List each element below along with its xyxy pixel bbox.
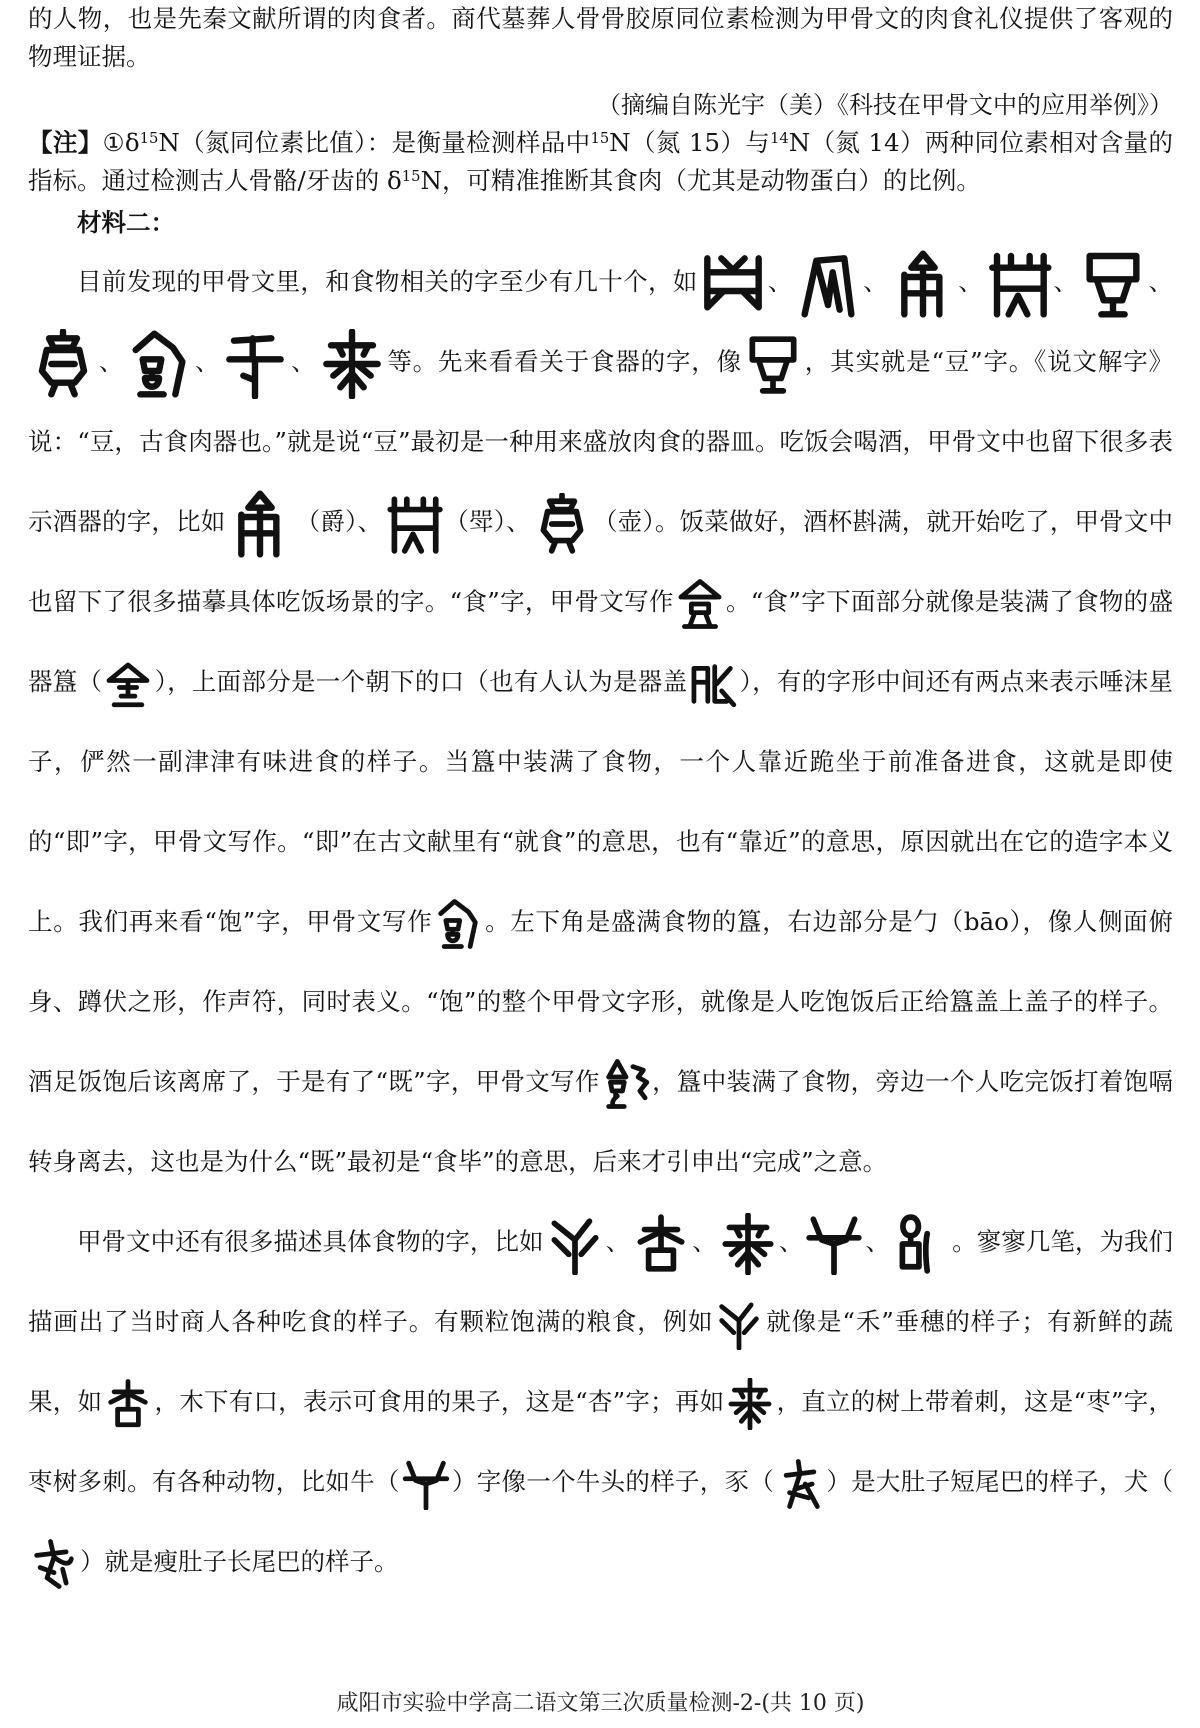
p2-text-f: ）字像一个牛头的样子，豕（ xyxy=(451,1467,775,1496)
p1-text-e: 。“食”字下面部分就像是装满了食物的盛器簋（ xyxy=(28,587,1173,696)
citation-source: （摘编自陈光宇（美）《科技在甲骨文中的应用举例》） xyxy=(597,91,1173,119)
article-body xyxy=(28,0,1173,1602)
zao-glyph-icon xyxy=(717,1213,779,1275)
p1-text-jue: （爵）、 xyxy=(295,507,383,536)
note-num: ① xyxy=(102,128,125,157)
ji-glyph-icon xyxy=(600,1057,652,1111)
he-glyph-icon xyxy=(713,1297,765,1351)
material-label: 材料二： xyxy=(77,208,175,237)
document-page xyxy=(28,0,1173,1728)
bao-glyph-icon xyxy=(124,328,194,400)
bao-glyph-icon xyxy=(432,897,484,951)
p2-text-d: ，木下有口，表示可食用的果子，这是“杏”字；再如 xyxy=(154,1387,725,1416)
xing-glyph-icon xyxy=(102,1377,154,1431)
quan-glyph-icon xyxy=(28,1537,80,1591)
p1-text-b: 等。先来看看关于食器的字，像 xyxy=(386,347,742,376)
note-text-4: N，可精准推断其食肉（尤其是动物蛋白）的比例。 xyxy=(420,166,981,195)
p1-text-hu: （壶）。 xyxy=(592,507,680,536)
jia-glyph-icon xyxy=(382,493,444,555)
note-tag: 【注】 xyxy=(28,128,103,157)
p2-text-h: ）就是瘦肚子长尾巴的样子。 xyxy=(80,1547,399,1576)
hu-glyph-icon xyxy=(531,493,593,555)
note-sup-15b: 15 xyxy=(590,129,610,147)
jue-glyph-icon xyxy=(225,488,295,560)
note-text-1: N（氮同位素比值）：是衡量检测样品中 xyxy=(158,128,591,157)
dou-glyph-icon xyxy=(742,333,804,395)
zao-glyph-icon xyxy=(317,328,387,400)
top-paragraph: 的人物，也是先秦文献所谓的肉食者。商代墓葬人骨骨胶原同位素检测为甲骨文的肉食礼仪提供了客观的物理证据。 xyxy=(28,4,1173,71)
lid-glyph-icon xyxy=(687,657,739,711)
li-glyph-icon xyxy=(793,248,863,320)
note-sup-15c: 15 xyxy=(401,167,421,185)
he-glyph-icon xyxy=(544,1213,606,1275)
p1-text-d: 饭菜做好，酒杯斟满，就开始吃了，甲骨文中也留下了很多描摹具体吃饭场景的字。“食”字，甲骨文写作 xyxy=(28,507,1174,616)
note-delta: δ xyxy=(124,128,140,157)
note-text-3: N（氮 14）两种同位素相对含量的指标。通过检测古人骨骼/牙齿的 δ xyxy=(28,128,1174,195)
note-paragraph xyxy=(28,124,1173,200)
page-footer: 咸阳市实验中学高二语文第三次质量检测-2-(共 10 页) xyxy=(336,1691,865,1716)
tian-glyph-icon xyxy=(890,1213,952,1275)
p2-text-g: ）是大肚子短尾巴的样子，犬（ xyxy=(826,1467,1173,1496)
jue-glyph-icon xyxy=(888,248,958,320)
dou-glyph-icon xyxy=(1078,248,1148,320)
p1-text-jia: （斝）、 xyxy=(444,507,531,536)
hu-glyph-icon xyxy=(28,328,98,400)
p1-text-a: 目前发现的甲骨文里，和食物相关的字至少有几十个，如 xyxy=(77,267,698,296)
p1-text-c: ，其实就是“豆”字。《说文解字》说：“豆，古食肉器也。”就是说“豆”最初是一种用来盛放肉食的器皿。吃饭会喝酒，甲骨文中也留下很多表示酒器的字，比如 xyxy=(28,347,1174,536)
shi-pig-glyph-icon xyxy=(774,1457,826,1511)
niu-glyph-icon xyxy=(400,1457,452,1511)
material-paragraph-2: 甲骨文中还有很多描述具体食物的字，比如 、 、 、 、 。寥寥几笔，为我们描画出了当时商人各种吃食的样子。有颗粒饱满的粮食，例如 就像是“禾”垂穗的样子；有新鲜的蔬果，如 ，木下有口，表示可食用的果子，这是“杏”字；再如 ，直立的树上带着刺，这是“枣”字，枣树多刺。有各种动物，比如牛（ ）字像一个牛头的样子，豕（ ）是大肚子短尾巴的样子，犬（ ）就是瘦肚子长尾巴的样子。 xyxy=(28,1202,1173,1602)
ding-glyph-icon xyxy=(698,248,768,320)
p1-text-f: ），上面部分是一个朝下的口（也有人认为是器盖 xyxy=(154,667,688,696)
p1-text-h: 。左下角是盛满食物的簋，右边部分是勹（bāo），像人侧面俯身、蹲伏之形，作声符，同时表义。“饱”的整个甲骨文字形，就像是人吃饱饭后正给簋盖上盖子的样子。酒足饭饱后该离席了，于是有了“既”字，甲骨文写作 xyxy=(28,907,1173,1096)
niu-glyph-icon xyxy=(803,1213,865,1275)
p1-text-g: ），有的字形中间还有两点来表示唾沫星子，俨然一副津津有味进食的样子。当簋中装满了食物，一个人靠近跪坐于前准备进食，这就是即使的“即”字，甲骨文写作。“即”在古文献里有“就食”的意思，也有“靠近”的意思，原因就出在它的造字本义上。我们再来看“饱”字，甲骨文写作 xyxy=(28,667,1174,936)
zao-glyph-icon xyxy=(724,1377,776,1431)
p2-text-e: ，直立的树上带着刺，这是“枣”字，枣树多刺。有各种动物，比如牛（ xyxy=(28,1387,1173,1496)
xing-glyph-icon xyxy=(630,1213,692,1275)
wu-glyph-icon xyxy=(220,328,290,400)
note-sup-15: 15 xyxy=(139,129,159,147)
p1-text-i: ，簋中装满了食物，旁边一个人吃完饭打着饱嗝转身离去，这也是为什么“既”最初是“食毕”的意思，后来才引申出“完成”之意。 xyxy=(28,1067,1173,1176)
p2-text-b: 。寥寥几笔，为我们描画出了当时商人各种吃食的样子。有颗粒饱满的粮食，例如 xyxy=(28,1227,1174,1336)
gui-glyph-icon xyxy=(102,657,154,711)
jia-glyph-icon xyxy=(983,248,1053,320)
shi-glyph-icon xyxy=(674,577,726,631)
note-text-2: N（氮 15）与 xyxy=(609,128,771,157)
p2-text-c: 就像是“禾”垂穗的样子；有新鲜的蔬果，如 xyxy=(28,1307,1173,1416)
material-paragraph-1: 目前发现的甲骨文里，和食物相关的字至少有几十个，如 、 、 、 、 、 、 、 、 等。先来看看关于食器的字，像 ，其实就是“豆”字。《说文解字》说：“豆，古食肉器也。”就是说“豆”最初是一种用来盛放肉食的器皿。吃饭会喝酒，甲骨文中也留下很多表示酒器的字，比如 （爵）、 （斝）、 （壶）。饭菜做好，酒杯斟满，就开始吃了，甲骨文中也留下了很多描摹具体吃饭场景的字。“食”字，甲骨文写作 。“食”字下面部分就像是装满了食物的盛器簋（ ），上面部分是一个朝下的口（也有人认为是器盖 ），有的字形中间还有两点来表示唾沫星子，俨然一副津津有味进食的样子。当簋中装满了食物，一个人靠近跪坐于前准备进食，这就是即使的“即”字，甲骨文写作。“即”在古文献里有“就食”的意思，也有“靠近”的意思，原因就出在它的造字本义上。我们再来看“饱”字，甲骨文写作 。左下角是盛满食物的簋，右边部分是勹（bāo），像人侧面俯身、蹲伏之形，作声符，同时表义。“饱”的整个甲骨文字形，就像是人吃饱饭后正给簋盖上盖子的样子。酒足饭饱后该离席了，于是有了“既”字，甲骨文写作 ，簋中装满了食物，旁边一个人吃完饭打着饱嗝转身离去，这也是为什么“既”最初是“食毕”的意思，后来才引申出“完成”之意。 xyxy=(28,242,1173,1202)
note-sup-14: 14 xyxy=(770,129,789,147)
p2-text-a: 甲骨文中还有很多描述具体食物的字，比如 xyxy=(77,1227,544,1256)
